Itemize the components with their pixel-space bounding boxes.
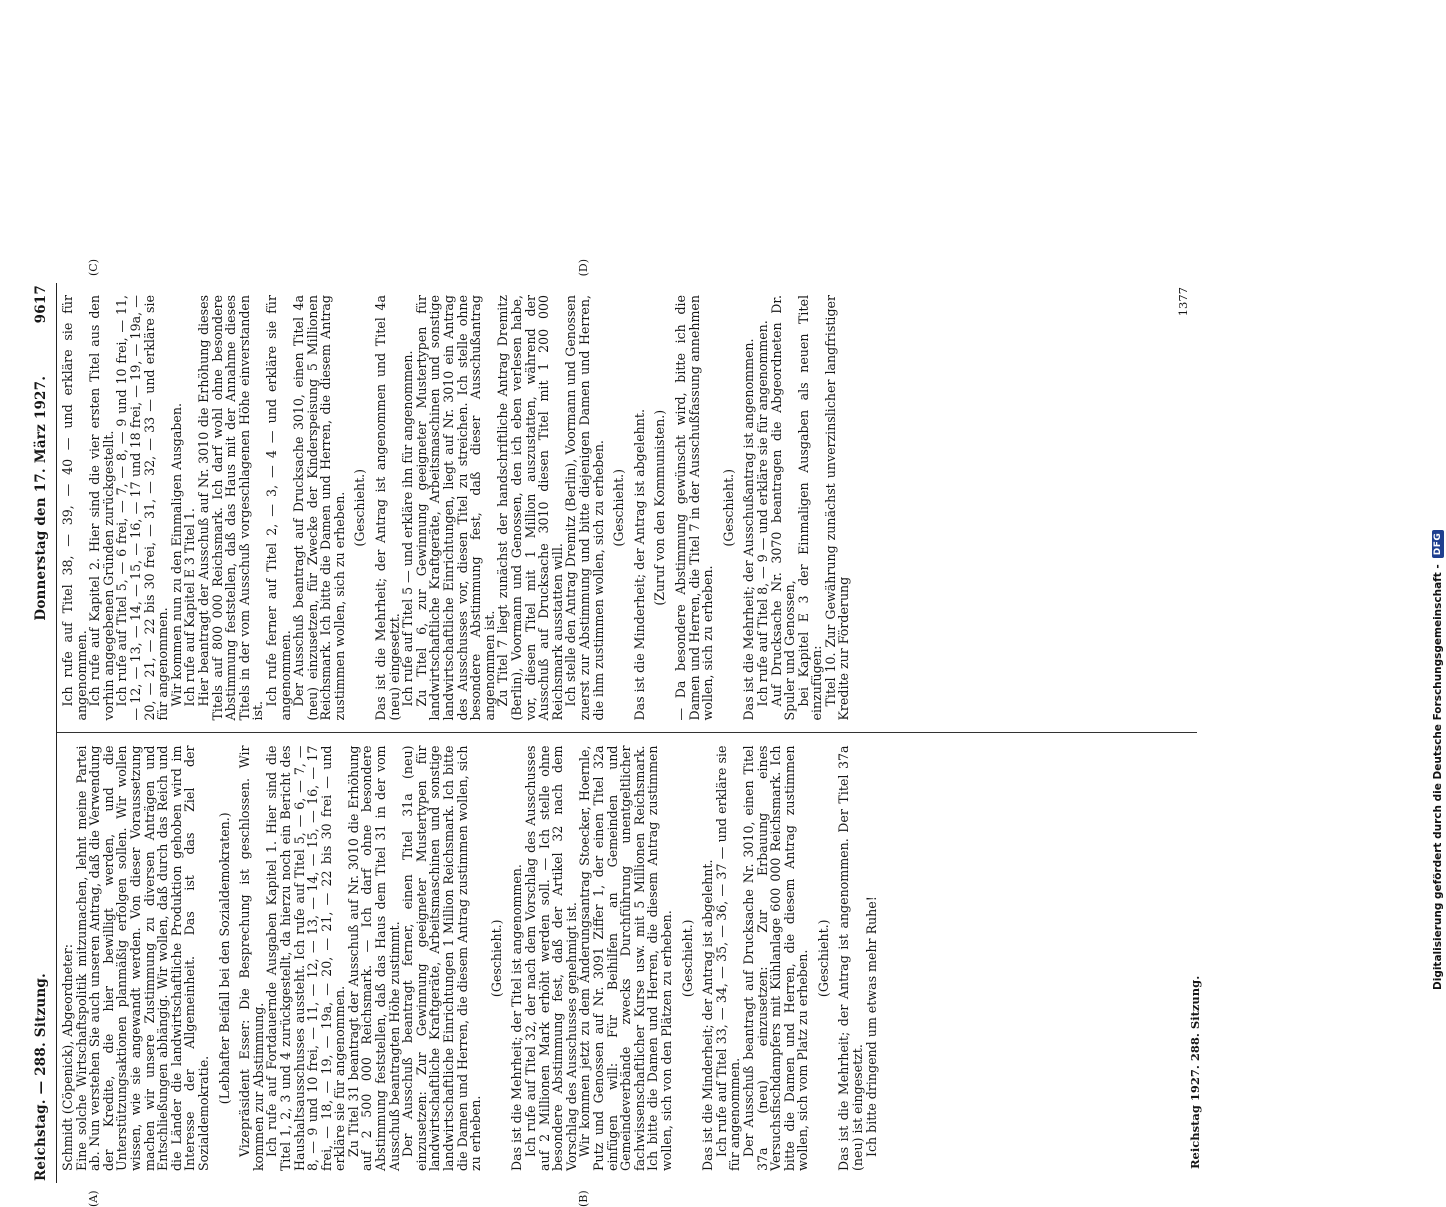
right-column-paragraph: — Da besondere Abstimmung gewünscht wird, bitte ich die Damen und Herren, die Titel 7 in der Ausschußfassung annehmen wollen, sich zu erheben. [672, 295, 716, 721]
rotated-page [33, 259, 1265, 1207]
digitization-text: Digitalisierung gefördert durch die Deutsche Forschungsgemeinschaft - [1432, 564, 1444, 990]
right-column-paragraph: Ich rufe ferner auf Titel 2, — 3, — 4 — und erkläre sie für angenommen. [263, 295, 293, 721]
right-column-paragraph: bei Kapitel E 3 der Einmaligen Ausgaben als neuen Titel einzufügen: [795, 295, 825, 721]
left-column-paragraph: (Geschieht.) [679, 919, 695, 998]
left-column-paragraph: Vizepräsident Esser: Die Besprechung ist geschlossen. Wir kommen zur Abstimmung. [237, 745, 266, 1171]
page-number: 9617 [33, 285, 49, 324]
left-column-paragraph: Das ist die Mehrheit; der Antrag ist angenommen. Der Titel 37a (neu) ist eingesetzt. [836, 745, 866, 1171]
right-column-paragraph: Ich stelle den Antrag Dremitz (Berlin), Voormann und Genossen zuerst zur Abstimmung und bitte diejenigen Damen und Herren, die ihm zustimmen wollen, sich zu erheben. [563, 295, 606, 721]
right-column-paragraph: Zu Titel 7 liegt zunächst der handschriftliche Antrag Dremitz (Berlin), Voormann und Genossen, den ich eben verlesen habe, vor, diesen Titel mit 1 Million auszustatten, während der Ausschuß auf Drucksache 3010 diesen Titel mit 1 200 000 Reichsmark ausstatten will. [495, 295, 565, 721]
left-column-paragraph: Ich bitte dringend um etwas mehr Ruhe! [863, 896, 879, 1157]
right-column-paragraph: (Geschieht.) [720, 468, 736, 547]
right-column-paragraph: Hier beantragt der Ausschuß auf Nr. 3010 die Erhöhung dieses Titels auf 800 000 Reichsmark. Ich darf wohl ohne besondere Abstimmung feststellen, daß das Haus mit der Annahme dieses Titels in der vom Ausschuß vorgeschlagenen Höhe einverstanden ist. [195, 295, 266, 721]
digitization-note [1430, 30, 1446, 990]
right-column [57, 259, 1197, 733]
columns [57, 259, 1203, 1207]
right-column-paragraph: Wir kommen nun zu den Einmaligen Ausgaben. [168, 403, 184, 707]
margin-mark-c: (C) [87, 259, 100, 276]
right-column-paragraph: Ich rufe auf Titel 38, — 39, — 40 — und erkläre sie für angenommen. [60, 295, 89, 721]
left-column-paragraph: Eine solche Wirtschaftspolitik mitzumachen, lehnt meine Partei ab. Nun verstehen Sie auch unseren Antrag, daß die Verwendung der Kredite, die hier bewilligt werden, und die Unterstützungsaktionen planmäßig erfolgen sollen. Wir wollen wissen, wie sie angewandt werden. Von dieser Voraussetzung machen wir unsere Zustimmung zu diversen Anträgen und Entschließungen abhängig. Wir wollen, daß durch das Reich und die Länder die landwirtschaftliche Produktion gehoben wird im Interesse der Allgemeinheit. Das ist das Ziel der Sozialdemokratie. [73, 745, 211, 1171]
page-code: 1377 [1176, 287, 1191, 317]
margin-mark-b: (B) [577, 1190, 590, 1207]
margin-mark-a: (A) [87, 1190, 100, 1207]
right-column-paragraph: Ich rufe auf Kapitel E 3 Titel 1. [182, 508, 198, 707]
right-column-paragraph: Der Ausschuß beantragt auf Drucksache 3010, einen Titel 4a (neu) einzusetzen, für Zwecke der Kinderspeisung 5 Millionen Reichsmark. Ich bitte die Damen und Herren, die diesem Antrag zustimmen wollen, sich zu erheben. [291, 295, 347, 721]
dfg-logo-icon: DFG [1432, 530, 1444, 559]
margin-mark-d: (D) [577, 259, 590, 277]
page-header [35, 283, 57, 1183]
header-left-title: Reichstag. — 288. Sitzung. [33, 973, 49, 1181]
right-column-paragraph: (Zuruf von den Kommunisten.) [652, 409, 668, 606]
left-column-paragraph: Ich rufe auf Fortdauernde Ausgaben Kapitel 1. Hier sind die Titel 1, 2, 3 und 4 zurückgestellt, da hierzu noch ein Bericht des Haushaltsausschusses aussteht. Ich rufe auf Titel 5, — 6, — 7, — 8, — 9 und 10 frei, — 11, — 12, — 13, — 14, — 15, — 16, — 17 frei, — 18, — 19, — 19a, — 20, — 21, — 22 bis 30 frei — und erkläre sie für angenommen. [264, 745, 348, 1171]
left-column-paragraph: Der Ausschuß beantragt ferner, einen Titel 31a (neu) einzusetzen: Zur Gewinnung geeigneter Mustertypen für landwirtschaftliche Kraftgeräte, Arbeitsmaschinen und sonstige landwirtschaftliche Einrichtungen 1 Million Reichsmark. Ich bitte die Damen und Herren, die diesem Antrag zustimmen wollen, sich zu erheben. [400, 745, 484, 1171]
left-column-paragraph: Ich rufe auf Titel 33, — 34, — 35, — 36, — 37 — und erkläre sie für angenommen. [713, 745, 743, 1171]
left-column-paragraph: Das ist die Mehrheit; der Titel ist angenommen. [509, 864, 525, 1171]
left-column [57, 733, 1203, 1207]
left-column-paragraph: Das ist die Minderheit; der Antrag ist abgelehnt. [700, 859, 716, 1171]
left-column-paragraph: Zu Titel 31 beantragt der Ausschuß auf Nr. 3010 die Erhöhung auf 2 500 000 Reichsmark. — Ich darf ohne besondere Abstimmung feststellen, daß das Haus dem Titel 31 in der vom Ausschuß beantragten Höhe zustimmt. [345, 745, 402, 1171]
right-column-paragraph: Ich rufe auf Titel 8, — 9 — und erkläre sie für angenommen. [754, 320, 770, 707]
right-column-paragraph: Ich rufe auf Titel 5 — und erkläre ihn für angenommen. [400, 350, 416, 707]
right-column-paragraph: Das ist die Mehrheit; der Antrag ist angenommen und Titel 4a (neu) eingesetzt. [373, 295, 402, 721]
left-column-paragraph: Schmidt (Cöpenick), Abgeordneter: [60, 944, 75, 1171]
right-column-paragraph: Titel 10. Zur Gewährung zunächst unverzinslicher langfristiger Kredite zur Förderung [822, 295, 852, 721]
footer-note: Reichstag 1927. 288. Sitzung. [1188, 975, 1203, 1169]
left-column-paragraph: (Geschieht.) [815, 919, 831, 998]
right-column-paragraph: Auf Drucksache Nr. 3070 beantragen die Abgeordneten Dr. Spuler und Genossen, [768, 295, 798, 721]
right-column-paragraph: Das ist die Mehrheit; der Ausschußantrag ist angenommen. [741, 338, 757, 721]
left-column-paragraph: (Lebhafter Beifall bei den Sozialdemokraten.) [216, 812, 232, 1105]
right-column-paragraph: Das ist die Minderheit; der Antrag ist abgelehnt. [631, 409, 647, 721]
left-column-paragraph: (Geschieht.) [488, 919, 504, 998]
left-column-paragraph: Ich rufe auf Titel 32, der nach dem Vorschlag des Ausschusses auf 2 Millionen Mark erhöht werden soll. — Ich stelle ohne besondere Abstimmung fest, daß der Artikel 32 nach dem Vorschlag des Ausschusses genehmigt ist. [523, 745, 579, 1171]
left-column-paragraph: Der Ausschuß beantragt auf Drucksache Nr. 3010, einen Titel 37a (neu) einzusetzen: Zur Erbauung eines Versuchsfischdampfers mit Kühlanlage 600 000 Reichsmark. Ich bitte die Damen und Herren, die diesem Antrag zustimmen wollen, sich vom Platz zu erheben. [740, 745, 811, 1171]
header-date: Donnerstag den 17. März 1927. [33, 375, 49, 621]
left-column-paragraph: Wir kommen jetzt zu dem Änderungsantrag Stoecker, Hoernle, Putz und Genossen auf Nr. 3091 Ziffer 1, der einen Titel 32a einfügen will: Für Beihilfen an Gemeinden und Gemeindeverbände zwecks Durchführung unentgeltlicher fachwissenschaftlicher Kurse usw. mit 5 Millionen Reichsmark. Ich bitte die Damen und Herren, die diesem Antrag zustimmen wollen, sich von den Plätzen zu erheben. [577, 745, 674, 1171]
right-column-paragraph: (Geschieht.) [352, 468, 368, 547]
right-column-paragraph: (Geschieht.) [611, 468, 627, 547]
right-column-paragraph: Ich rufe auf Kapitel 2. Hier sind die vier ersten Titel aus den vorhin angegebenen Gründen zurückgestellt. [87, 295, 116, 721]
right-column-paragraph: Zu Titel 6, zur Gewinnung geeigneter Mustertypen für landwirtschaftliche Kraftgeräte, Arbeitsmaschinen und sonstige landwirtschaftliche Einrichtungen, liegt auf Nr. 3010 ein Antrag des Ausschusses vor, diesen Titel zu streichen. Ich stelle ohne besondere Abstimmung fest, daß dieser Ausschußantrag angenommen ist. [413, 295, 497, 721]
right-column-paragraph: Ich rufe auf Titel 5, — 6 frei, — 7, — 8, — 9 und 10 frei, — 11, — 12, — 13, — 14, — 15, — 16, — 17 und 18 frei, — 19, — 19a, — 20, — 21, — 22 bis 30 frei, — 31, — 32, — 33 — und erkläre sie für angenommen. [114, 295, 171, 721]
